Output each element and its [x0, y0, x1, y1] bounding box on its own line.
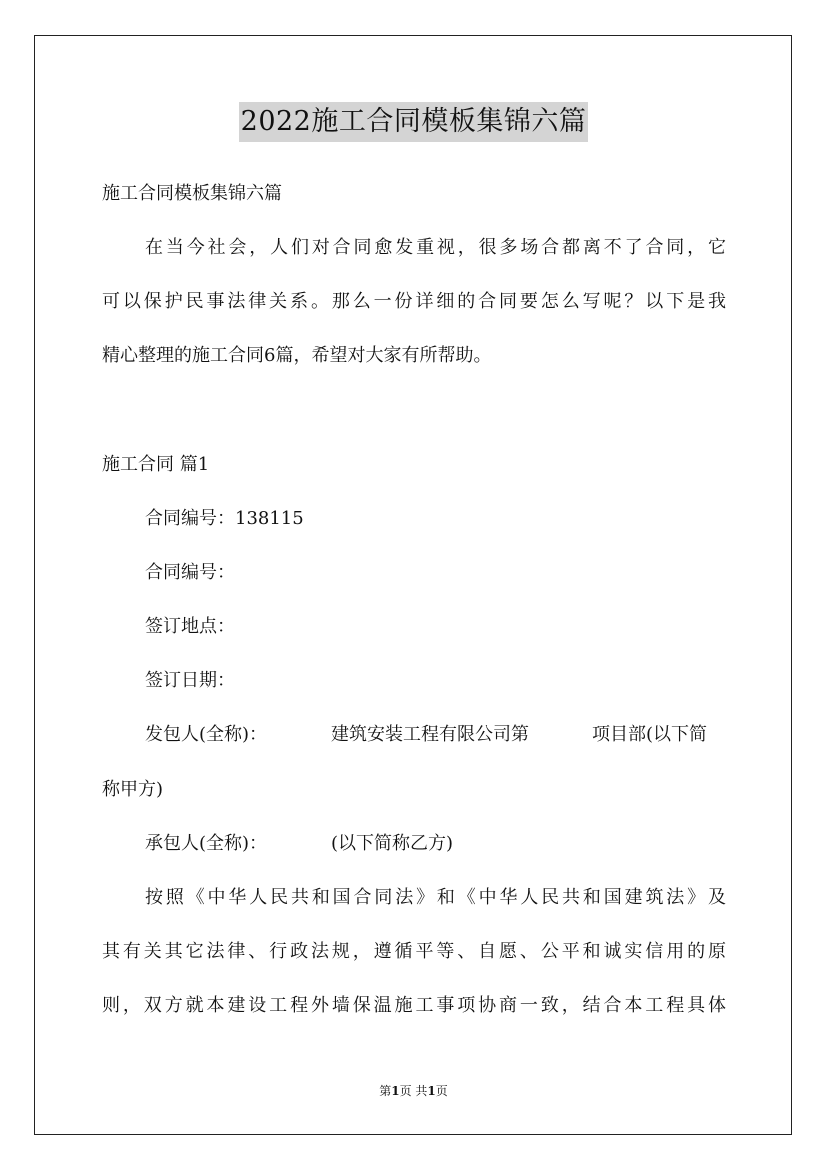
employer-tail: 项目部(以下简 — [592, 724, 708, 745]
contract-number-1: 合同编号：138115 — [145, 508, 304, 529]
footer-mid: 页 共 — [399, 1084, 428, 1098]
employer-value: 建筑安装工程有限公司第 — [331, 724, 529, 745]
footer-total-pages: 1 — [427, 1084, 436, 1098]
body-line-2: 其有关其它法律、行政法规，遵循平等、自愿、公平和诚实信用的原 — [102, 941, 726, 962]
intro-line-3: 精心整理的施工合同6篇，希望对大家有所帮助。 — [102, 345, 492, 366]
body-line-1: 按照《中华人民共和国合同法》和《中华人民共和国建筑法》及 — [145, 887, 726, 908]
title-container — [0, 102, 827, 142]
employer-continuation: 称甲方) — [102, 779, 164, 800]
footer-suffix: 页 — [435, 1084, 448, 1098]
intro-line-1: 在当今社会，人们对合同愈发重视，很多场合都离不了合同，它 — [145, 237, 726, 258]
footer-current-page: 1 — [391, 1084, 400, 1098]
sign-place: 签订地点： — [145, 616, 235, 637]
section-heading: 施工合同 篇1 — [102, 454, 210, 475]
sign-date: 签订日期： — [145, 670, 235, 691]
contract-number-2: 合同编号： — [145, 562, 235, 583]
document-subtitle: 施工合同模板集锦六篇 — [102, 183, 282, 204]
footer-prefix: 第 — [379, 1084, 392, 1098]
document-title: 2022施工合同模板集锦六篇 — [239, 102, 589, 142]
page-footer — [0, 1083, 827, 1099]
contractor-value: (以下简称乙方) — [331, 833, 454, 854]
contractor-label: 承包人(全称)： — [145, 833, 268, 854]
employer-label: 发包人(全称)： — [145, 724, 268, 745]
body-line-3: 则，双方就本建设工程外墙保温施工事项协商一致，结合本工程具体 — [102, 995, 726, 1016]
intro-line-2: 可以保护民事法律关系。那么一份详细的合同要怎么写呢？以下是我 — [102, 291, 726, 312]
